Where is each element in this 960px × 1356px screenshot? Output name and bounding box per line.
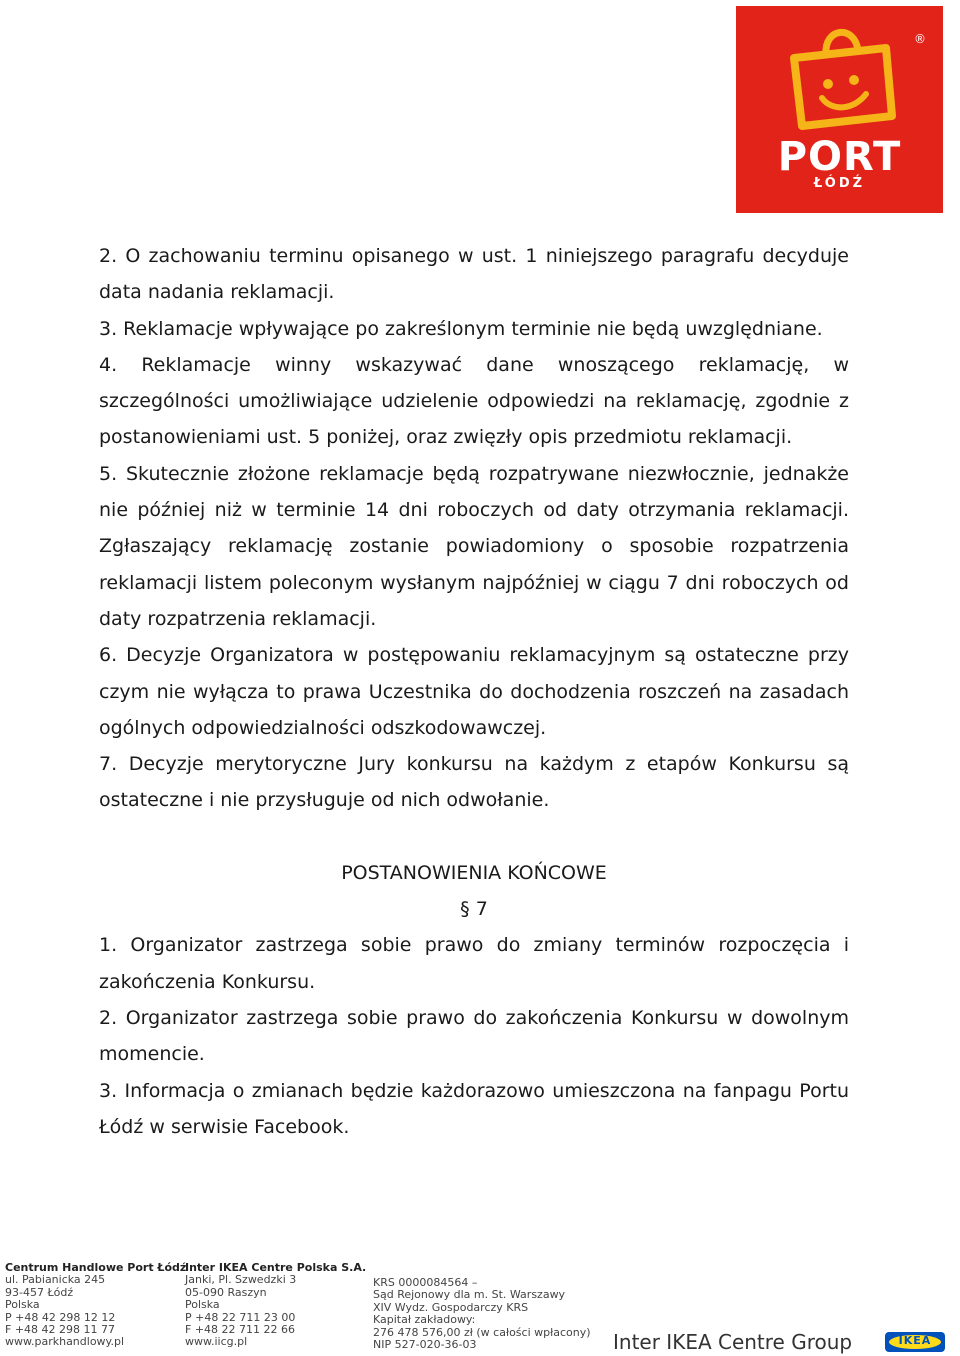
footer-website-link[interactable]: www.iicg.pl <box>185 1335 248 1349</box>
footer-col2-head: Inter IKEA Centre Polska S.A. <box>185 1261 367 1274</box>
ikea-logo <box>885 1332 945 1352</box>
paragraph-2: 2. O zachowaniu terminu opisanego w ust. 1 niniejszego paragrafu decyduje data nadania reklamacji. <box>99 245 849 304</box>
footer-col1-line: Polska <box>5 1298 40 1312</box>
section-title: POSTANOWIENIA KOŃCOWE <box>341 861 607 884</box>
footer-company-ikea <box>185 1262 366 1349</box>
document-body <box>99 238 849 1145</box>
paragraph-6: 6. Decyzje Organizatora w postępowaniu reklamacyjnym są ostateczne przy czym nie wyłącza to prawa Uczestnika do dochodzenia roszczeń na zasadach ogólnych odpowiedzialności odszkodowawczej. <box>99 644 849 739</box>
footer-col3-line: NIP 527-020-36-03 <box>373 1338 477 1352</box>
footer-col2-line: F +48 22 711 22 66 <box>185 1323 296 1337</box>
group-name: Inter IKEA Centre Group <box>613 1330 853 1354</box>
spacer <box>99 819 849 855</box>
final-paragraph-1: 1. Organizator zastrzega sobie prawo do zmiany terminów rozpoczęcia i zakończenia Konkursu. <box>99 934 849 993</box>
paragraph-7: 7. Decyzje merytoryczne Jury konkursu na każdym z etapów Konkursu są ostateczne i nie przysługuje od nich odwołanie. <box>99 753 849 812</box>
footer-col1-line: 93-457 Łódź <box>5 1285 74 1299</box>
footer-col1-line: P +48 42 298 12 12 <box>5 1310 116 1324</box>
footer-col2-line: P +48 22 711 23 00 <box>185 1310 296 1324</box>
logo-city: ŁÓDŹ <box>813 176 866 191</box>
footer-col2-line: 05-090 Raszyn <box>185 1285 267 1299</box>
footer-col2-line: Polska <box>185 1298 220 1312</box>
section-number: § 7 <box>460 898 488 921</box>
footer-col3-line: 276 478 576,00 zł (w całości wpłacony) <box>373 1325 591 1339</box>
ikea-logo-text: IKEA <box>898 1334 932 1347</box>
final-paragraph-3: 3. Informacja o zmianach będzie każdorazowo umieszczona na fanpagu Portu Łódź w serwisie Facebook. <box>99 1079 849 1138</box>
final-paragraph-2: 2. Organizator zastrzega sobie prawo do zakończenia Konkursu w dowolnym momencie. <box>99 1006 849 1066</box>
footer-col1-line: ul. Pabianicka 245 <box>5 1273 106 1287</box>
paragraph-3: 3. Reklamacje wpływające po zakreślonym terminie nie będą uwzględniane. <box>99 317 823 340</box>
paragraph-4: 4. Reklamacje winny wskazywać dane wnoszącego reklamację, w szczególności umożliwiające udzielenie odpowiedzi na reklamację, zgodnie z postanowieniami ust. 5 poniżej, oraz zwięzły opis przedmiotu reklamacji. <box>99 353 849 449</box>
footer-col3-line: KRS 0000084564 – <box>373 1276 478 1289</box>
footer-col3-line: Sąd Rejonowy dla m. St. Warszawy <box>373 1288 566 1302</box>
footer-col1-head: Centrum Handlowe Port Łódź <box>5 1261 187 1274</box>
footer-col2-line: Janki, Pl. Szwedzki 3 <box>185 1273 297 1287</box>
footer-col1-line: F +48 42 298 11 77 <box>5 1323 116 1337</box>
footer-company-port <box>5 1262 186 1349</box>
footer <box>5 1262 955 1356</box>
logo-brand: PORT <box>777 134 902 180</box>
footer-registry-info <box>373 1277 591 1351</box>
footer-col3-line: Kapitał zakładowy: <box>373 1313 476 1327</box>
footer-col3-line: XIV Wydz. Gospodarczy KRS <box>373 1300 529 1314</box>
port-lodz-logo <box>736 6 943 213</box>
registered-mark: ® <box>914 32 926 46</box>
paragraph-5: 5. Skutecznie złożone reklamacje będą rozpatrywane niezwłocznie, jednakże nie później niż w terminie 14 dni roboczych od daty otrzymania reklamacji. Zgłaszający reklamację zostanie powiadomiony o sposobie rozpatrzenia reklamacji listem poleconym wysłanym najpóźniej w ciągu 7 dni roboczych od daty rozpatrzenia reklamacji. <box>99 462 849 630</box>
footer-website-link[interactable]: www.parkhandlowy.pl <box>5 1335 125 1349</box>
